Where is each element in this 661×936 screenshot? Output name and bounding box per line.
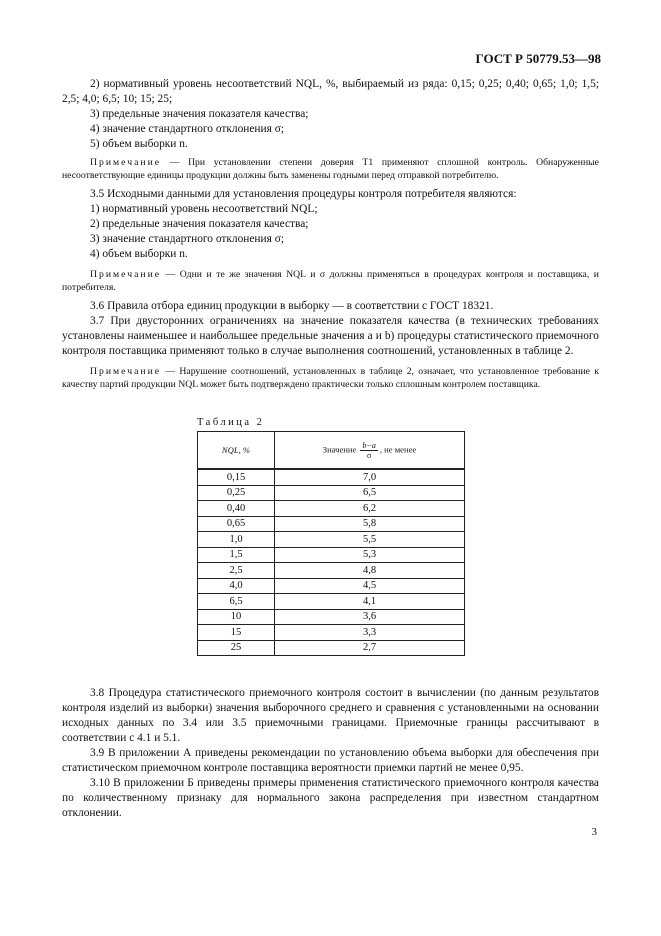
cell-nql: 1,0 (198, 532, 275, 548)
table-row (198, 501, 465, 517)
cell-ratio: 4,8 (275, 563, 465, 579)
table-row (198, 609, 465, 625)
cell-ratio: 4,5 (275, 578, 465, 594)
section-3-8: 3.8 Процедура статистического приемочного контроля состоит в вычислении (по данным результатов контроля изделий из выборки) значения выборочного среднего и сравнения с установленными на основании исходных данных по 3.4 или 3.5 приемочными границами. Приемочные границы рассчитывают в соответствии с 4.1 и 5.1. (62, 687, 599, 744)
cell-nql: 0,25 (198, 485, 275, 501)
ratio-fraction: $\frac{b-a}{\sigma}$ (362, 440, 376, 460)
item-2-nql: 2) нормативный уровень несоответствий NQL, %, выбираемый из ряда: 0,15; 0,25; 0,40; 0,65; 1,0; 1,5; 2,5; 4,0; 6,5; 10; 15; 25; (62, 78, 599, 105)
note-text: — Одни и те же значения NQL и σ должны применяться в процедурах контроля и поставщика, и потребителя. (62, 269, 599, 293)
cell-nql: 10 (198, 609, 275, 625)
cell-nql: 0,65 (198, 516, 275, 532)
cell-nql: 2,5 (198, 563, 275, 579)
document-code: ГОСТ Р 50779.53—98 (475, 51, 601, 66)
cell-ratio: 4,1 (275, 594, 465, 610)
cell-nql: 0,40 (198, 501, 275, 517)
item-3: 3) предельные значения показателя качества; (90, 108, 309, 120)
section-3-5-item-3: 3) значение стандартного отклонения σ; (90, 233, 285, 245)
cell-ratio: 6,5 (275, 485, 465, 501)
cell-nql: 0,15 (198, 469, 275, 485)
cell-ratio: 6,2 (275, 501, 465, 517)
item-4: 4) значение стандартного отклонения σ; (90, 123, 285, 135)
cell-nql: 6,5 (198, 594, 275, 610)
table-row (198, 485, 465, 501)
section-3-5-item-1: 1) нормативный уровень несоответствий NQL; (90, 203, 318, 215)
cell-ratio: 3,3 (275, 625, 465, 641)
note-2 (62, 268, 599, 294)
header-ratio: Значение $\frac{b-a}{\sigma}$ , не менее (275, 432, 465, 470)
table-caption: Таблица 2 (197, 417, 265, 428)
table-row (198, 640, 465, 656)
note-label: Примечание (90, 366, 162, 377)
note-text: — При установлении степени доверия Т1 применяют сплошной контроль. Обнаруженные несоответствующие единицы продукции должны быть заменены годными перед отправкой потребителю. (62, 157, 599, 181)
cell-ratio: 5,3 (275, 547, 465, 563)
section-3-5-item-4: 4) объем выборки n. (90, 248, 188, 260)
table-row (198, 469, 465, 485)
cell-nql: 1,5 (198, 547, 275, 563)
cell-ratio: 7,0 (275, 469, 465, 485)
table-row (198, 625, 465, 641)
note-label: Примечание (90, 269, 162, 280)
body-text-bottom (62, 686, 599, 821)
cell-ratio: 5,5 (275, 532, 465, 548)
table-body (198, 469, 465, 656)
section-3-5: 3.5 Исходными данными для установления процедуры контроля потребителя являются: (90, 188, 517, 200)
section-3-9: 3.9 В приложении А приведены рекомендации по установлению объема выборки для обеспечения при статистическом приемочном контроле поставщика вероятности приемки партий не менее 0,95. (62, 747, 599, 774)
cell-ratio: 2,7 (275, 640, 465, 656)
item-5: 5) объем выборки n. (90, 138, 188, 150)
note-3 (62, 365, 599, 391)
table-header-row (198, 432, 465, 470)
table-row (198, 594, 465, 610)
table-row (198, 578, 465, 594)
table-row (198, 532, 465, 548)
note-text: — Нарушение соотношений, установленных в таблице 2, означает, что установленное требование к качеству партий продукции NQL может быть подтверждено практически только сплошным контролем поставщика. (62, 366, 599, 390)
header-nql: NQL, % (198, 432, 275, 470)
note-label: Примечание (90, 157, 162, 168)
note-1 (62, 156, 599, 182)
cell-ratio: 3,6 (275, 609, 465, 625)
section-3-10: 3.10 В приложении Б приведены примеры применения статистического приемочного контроля качества по количественному признаку для нормального закона распределения при известном стандартном отклонении. (62, 777, 599, 819)
table-row (198, 547, 465, 563)
page-number: 3 (591, 826, 597, 838)
body-text-top (62, 77, 599, 396)
section-3-5-item-2: 2) предельные значения показателя качества; (90, 218, 309, 230)
table-2 (197, 431, 465, 656)
cell-nql: 15 (198, 625, 275, 641)
table-row (198, 563, 465, 579)
cell-nql: 4,0 (198, 578, 275, 594)
table-row (198, 516, 465, 532)
section-3-7: 3.7 При двусторонних ограничениях на значение показателя качества (в технических требованиях установлены наименьшее и наибольшее предельные значения a и b) процедуры статистического приемочного контроля поставщика применяют только в случае выполнения соотношений, установленных в таблице 2. (62, 315, 599, 357)
section-3-6: 3.6 Правила отбора единиц продукции в выборку — в соответствии с ГОСТ 18321. (90, 300, 494, 312)
cell-nql: 25 (198, 640, 275, 656)
cell-ratio: 5,8 (275, 516, 465, 532)
